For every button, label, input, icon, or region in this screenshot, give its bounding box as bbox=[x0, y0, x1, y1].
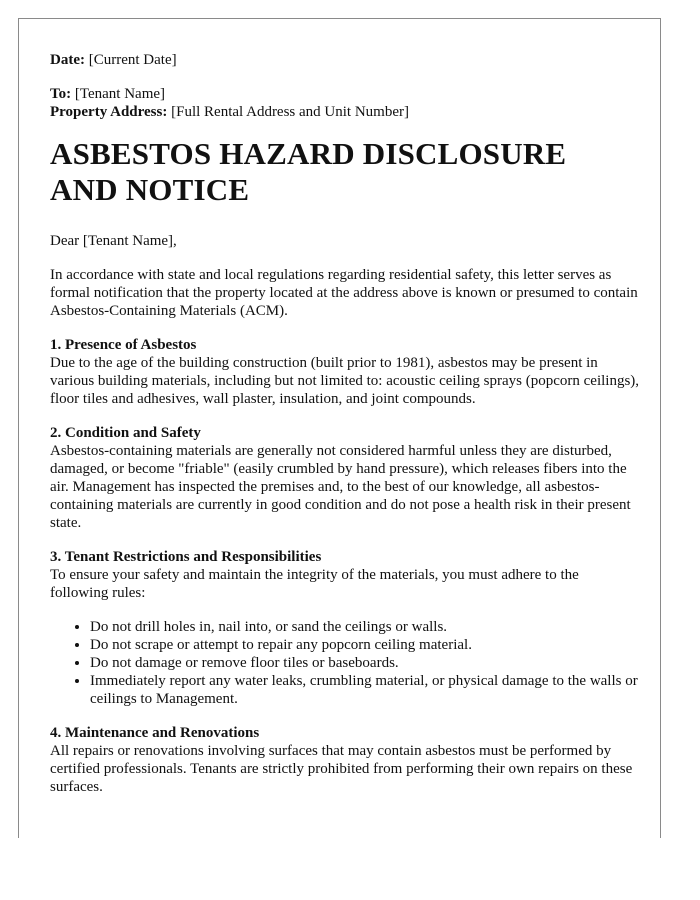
document-title: ASBESTOS HAZARD DISCLOSURE AND NOTICE bbox=[50, 136, 567, 207]
section-4-heading: 4. Maintenance and Renovations bbox=[50, 725, 260, 741]
tenant-rules-list bbox=[50, 618, 640, 708]
list-item: • Do not scrape or attempt to repair any popcorn ceiling material. bbox=[90, 636, 640, 654]
to-label: To: bbox=[50, 86, 72, 102]
document-page bbox=[18, 18, 661, 838]
list-item: • Immediately report any water leaks, crumbling material, or physical damage to the walls or ceilings to Management. bbox=[90, 672, 640, 708]
list-item: • Do not drill holes in, nail into, or sand the ceilings or walls. bbox=[90, 618, 640, 636]
section-2-body: Asbestos-containing materials are generally not considered harmful unless they are disturbed, damaged, or become "friable" (easily crumbled by hand pressure), which releases fibers into the air. Management has inspected the premises and, to the best of our knowledge, all asbestos-containing materials are currently in good condition and do not pose a health risk in their present state. bbox=[50, 443, 631, 531]
address-value: [Full Rental Address and Unit Number] bbox=[167, 104, 409, 120]
recipient-line bbox=[50, 85, 640, 103]
address-label: Property Address: bbox=[50, 104, 168, 120]
date-line bbox=[50, 51, 640, 69]
section-1-body: Due to the age of the building construction (built prior to 1981), asbestos may be present in various building materials, including but not limited to: acoustic ceiling sprays (popcorn ceilings), floor tiles and adhesives, wall plaster, insulation, and joint compounds. bbox=[50, 355, 640, 407]
section-3-body: To ensure your safety and maintain the integrity of the materials, you must adhere to the following rules: bbox=[50, 567, 579, 601]
section-4-body: All repairs or renovations involving surfaces that may contain asbestos must be performed by certified professionals. Tenants are strictly prohibited from performing their own repairs on these surfaces. bbox=[50, 743, 633, 795]
section-2-heading: 2. Condition and Safety bbox=[50, 425, 201, 441]
section-1-heading: 1. Presence of Asbestos bbox=[50, 337, 197, 353]
salutation: Dear [Tenant Name], bbox=[50, 233, 177, 249]
list-item: • Do not damage or remove floor tiles or baseboards. bbox=[90, 654, 640, 672]
section-3-heading: 3. Tenant Restrictions and Responsibilities bbox=[50, 549, 322, 565]
to-value: [Tenant Name] bbox=[71, 86, 166, 102]
date-value: [Current Date] bbox=[84, 52, 177, 68]
property-address-line bbox=[50, 103, 640, 121]
letter-content bbox=[50, 51, 640, 796]
date-label: Date: bbox=[50, 52, 85, 68]
intro-paragraph: In accordance with state and local regulations regarding residential safety, this letter serves as formal notification that the property located at the address above is known or presumed to contain Asbestos-Containing Materials (ACM). bbox=[50, 267, 638, 319]
